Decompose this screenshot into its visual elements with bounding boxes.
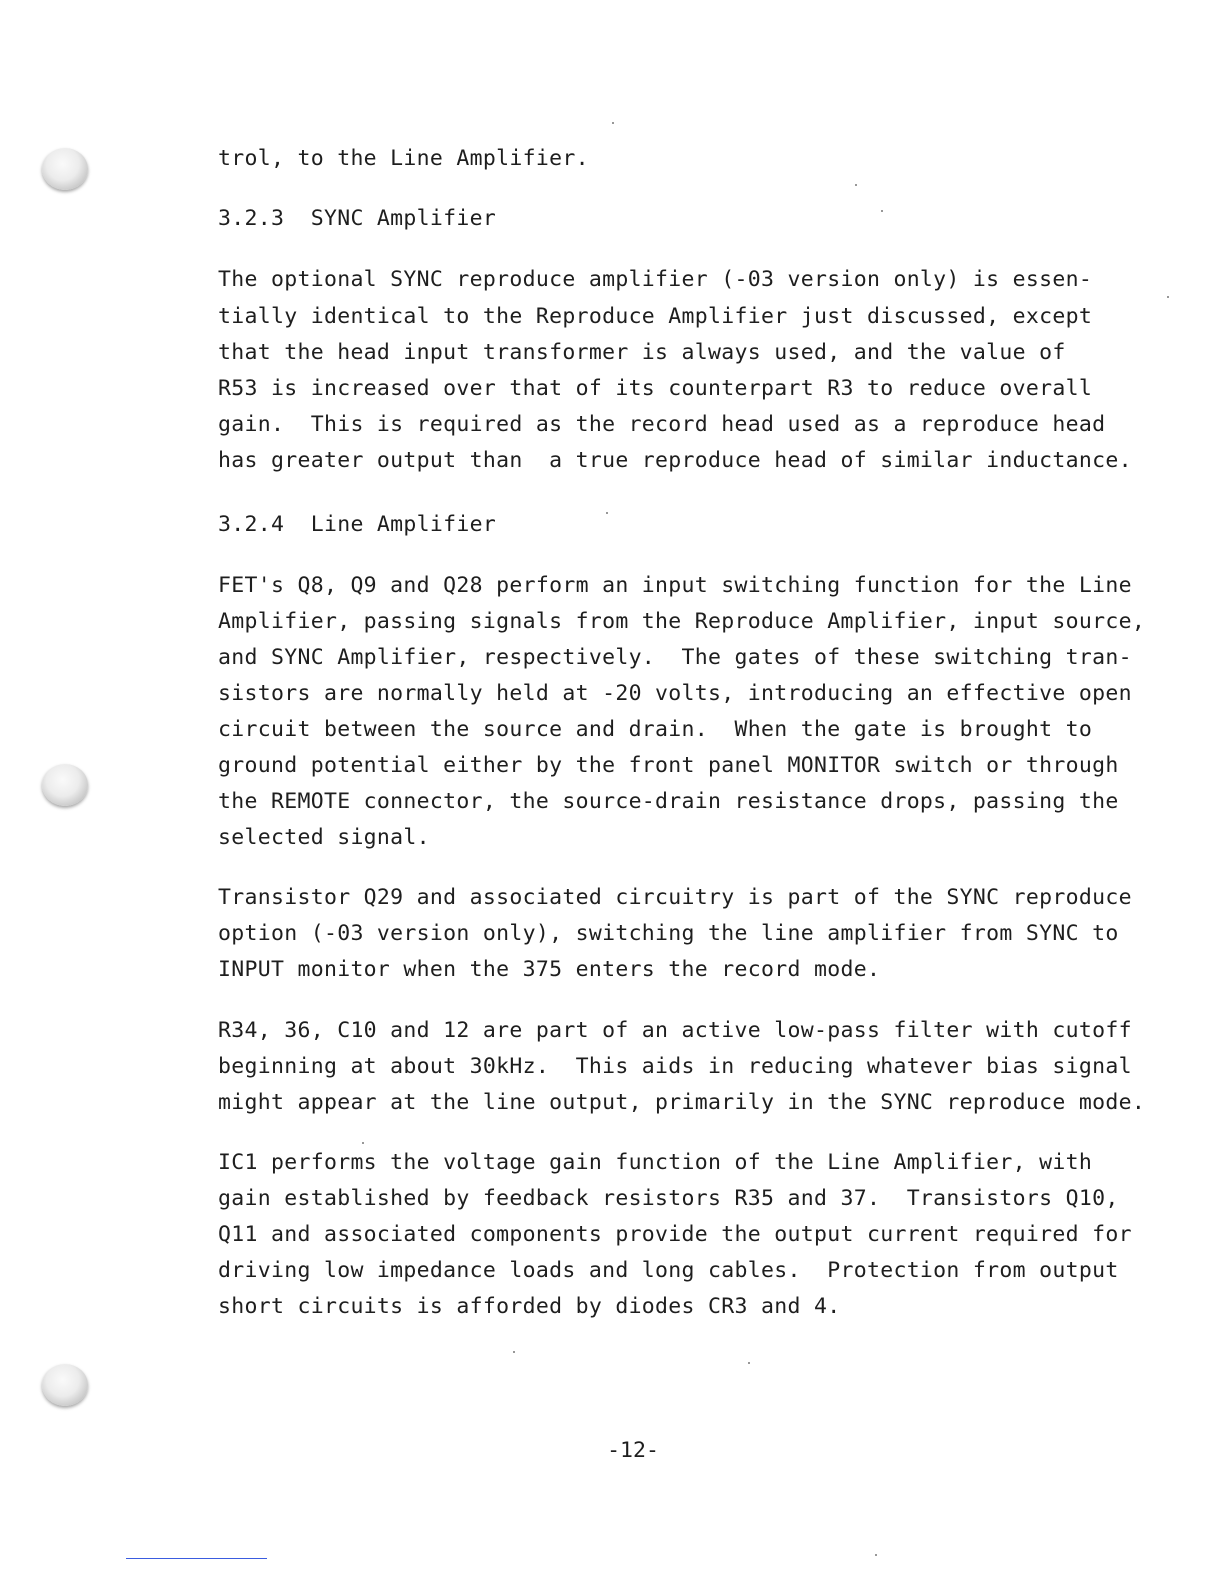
scan-speck (1167, 296, 1169, 298)
scan-speck (855, 184, 857, 186)
text-line: R34, 36, C10 and 12 are part of an active low-pass filter with cutoff (218, 1018, 1132, 1043)
text-line: selected signal. (218, 825, 430, 850)
continuation-line: trol, to the Line Amplifier. (218, 146, 589, 171)
scan-speck (606, 512, 608, 514)
section-heading-line-amplifier: 3.2.4 Line Amplifier (218, 512, 497, 537)
scan-speck (875, 1554, 877, 1556)
scan-speck (513, 1351, 515, 1353)
scan-speck (881, 210, 883, 212)
text-line: circuit between the source and drain. When the gate is brought to (218, 717, 1093, 742)
text-line: Amplifier, passing signals from the Reproduce Amplifier, input source, (218, 609, 1146, 634)
punch-hole-bottom (42, 1364, 88, 1406)
text-line: Q11 and associated components provide the output current required for (218, 1222, 1132, 1247)
text-line: has greater output than a true reproduce head of similar inductance. (218, 448, 1132, 473)
text-line: IC1 performs the voltage gain function of the Line Amplifier, with (218, 1150, 1093, 1175)
text-line: gain. This is required as the record head used as a reproduce head (218, 412, 1106, 437)
text-line: short circuits is afforded by diodes CR3 and 4. (218, 1294, 841, 1319)
text-line: tially identical to the Reproduce Amplifier just discussed, except (218, 304, 1093, 329)
footer-rule (126, 1558, 267, 1559)
scan-speck (612, 122, 614, 124)
text-line: R53 is increased over that of its counterpart R3 to reduce overall (218, 376, 1093, 401)
text-line: beginning at about 30kHz. This aids in reducing whatever bias signal (218, 1054, 1132, 1079)
text-line: FET's Q8, Q9 and Q28 perform an input switching function for the Line (218, 573, 1132, 598)
text-line: ground potential either by the front panel MONITOR switch or through (218, 753, 1119, 778)
text-line: Transistor Q29 and associated circuitry is part of the SYNC reproduce (218, 885, 1132, 910)
scan-speck (748, 1362, 750, 1364)
page-number: -12- (607, 1438, 659, 1463)
text-line: The optional SYNC reproduce amplifier (-03 version only) is essen- (218, 267, 1093, 292)
text-line: INPUT monitor when the 375 enters the record mode. (218, 957, 881, 982)
text-line: the REMOTE connector, the source-drain resistance drops, passing the (218, 789, 1119, 814)
punch-hole-top (42, 148, 88, 190)
section-heading-sync-amplifier: 3.2.3 SYNC Amplifier (218, 206, 497, 231)
punch-hole-middle (42, 764, 88, 806)
text-line: might appear at the line output, primarily in the SYNC reproduce mode. (218, 1090, 1146, 1115)
text-line: option (-03 version only), switching the line amplifier from SYNC to (218, 921, 1119, 946)
text-line: gain established by feedback resistors R35 and 37. Transistors Q10, (218, 1186, 1119, 1211)
scan-speck (362, 1142, 364, 1144)
text-line: and SYNC Amplifier, respectively. The gates of these switching tran- (218, 645, 1132, 670)
text-line: driving low impedance loads and long cables. Protection from output (218, 1258, 1119, 1283)
text-line: sistors are normally held at -20 volts, introducing an effective open (218, 681, 1132, 706)
text-line: that the head input transformer is always used, and the value of (218, 340, 1066, 365)
